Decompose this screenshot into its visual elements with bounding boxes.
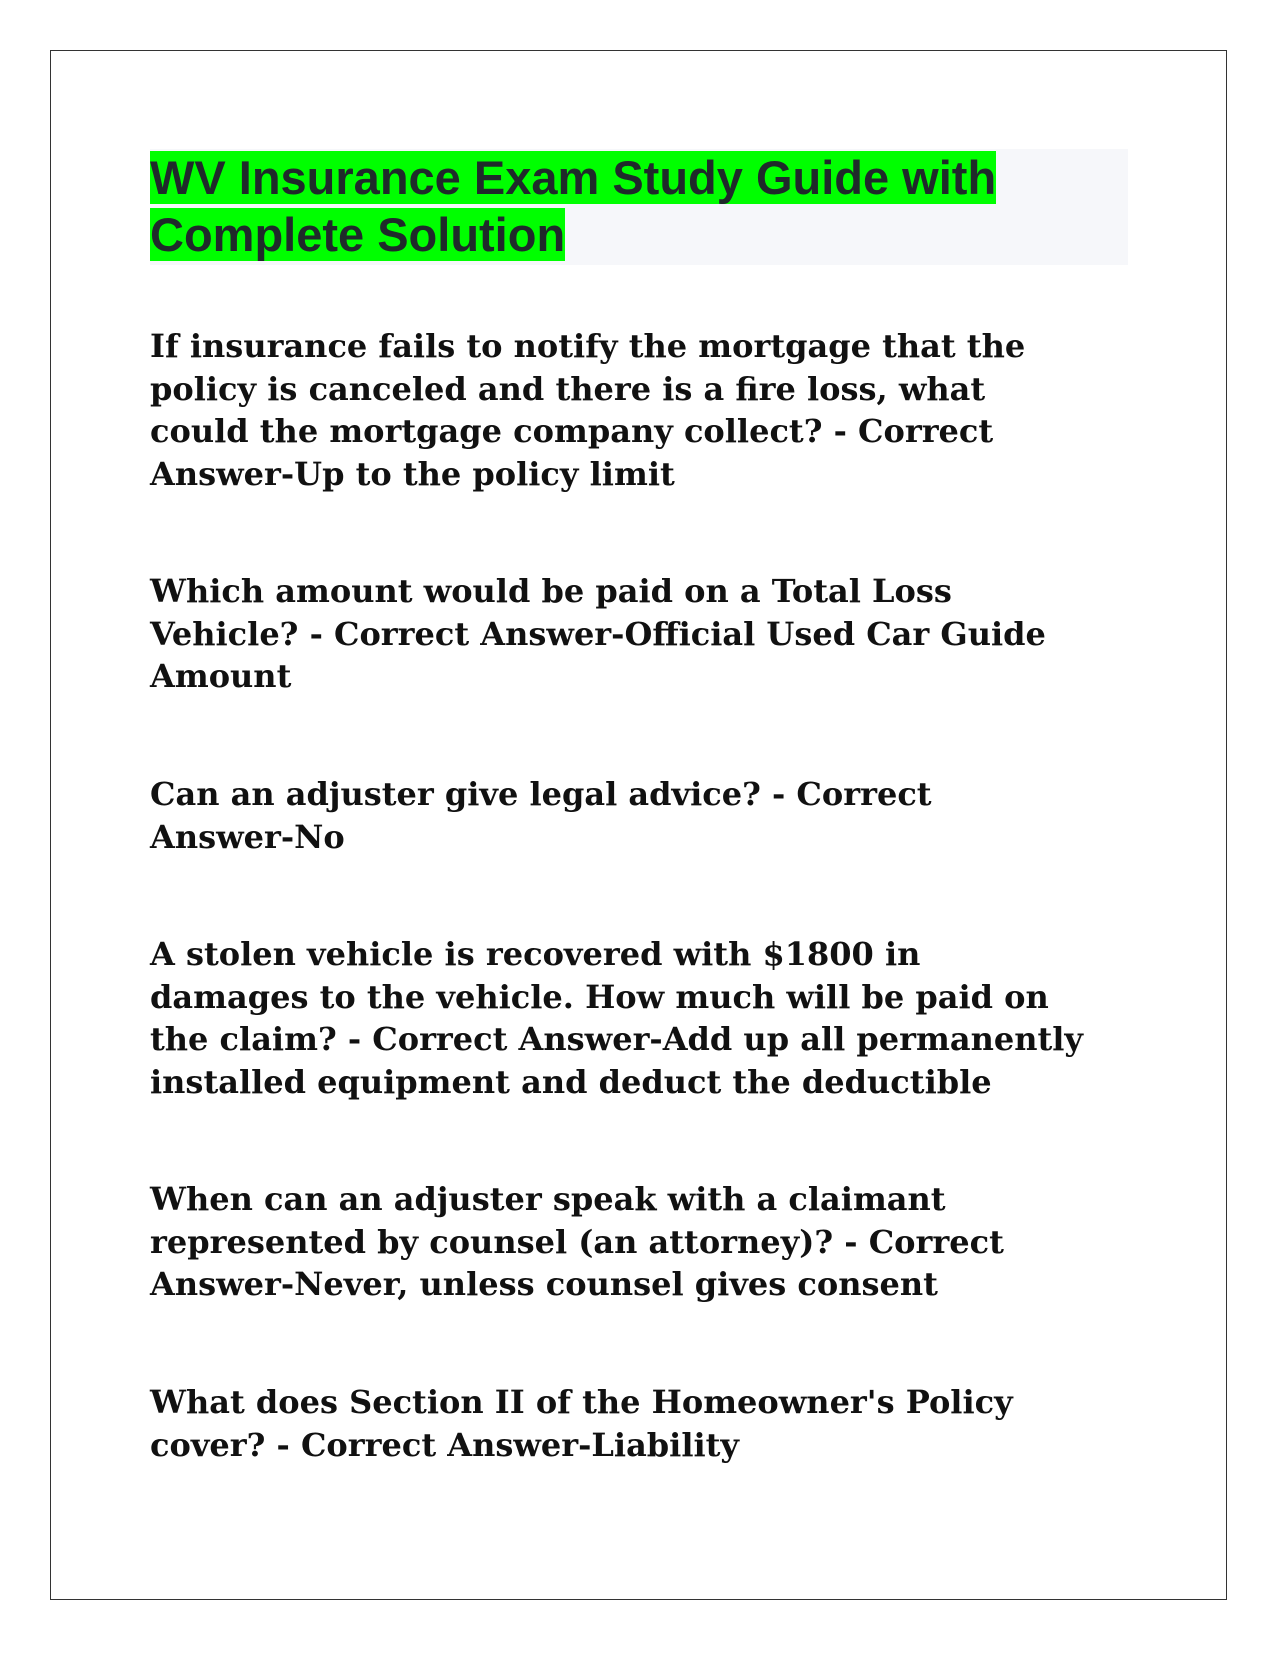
qa-line: damages to the vehicle. How much will be paid on <box>150 977 1049 1016</box>
qa-line: Amount <box>150 657 292 695</box>
qa-item <box>150 933 1083 1103</box>
qa-line: What does Section II of the Homeowner's Policy <box>150 1383 1013 1421</box>
qa-line: Vehicle? - Correct Answer-Official Used Car Guide <box>150 614 1046 653</box>
document-title <box>150 149 1128 263</box>
qa-line: A stolen vehicle is recovered with $1800 in <box>150 935 921 973</box>
qa-line: could the mortgage company collect? - Correct <box>150 412 994 450</box>
qa-item <box>150 570 1046 698</box>
qa-line: the claim? - Correct Answer-Add up all permanently <box>150 1020 1083 1058</box>
qa-item <box>150 1381 1013 1466</box>
qa-item <box>150 1178 1004 1306</box>
title-line-1: WV Insurance Exam Study Guide with <box>150 151 997 204</box>
qa-line: Can an adjuster give legal advice? - Correct <box>150 775 932 813</box>
qa-line: Answer-No <box>150 817 345 856</box>
qa-line: If insurance fails to notify the mortgage that the <box>150 327 1026 365</box>
qa-line: cover? - Correct Answer-Liability <box>150 1425 740 1464</box>
qa-line: When can an adjuster speak with a claimant <box>150 1180 946 1218</box>
qa-line: installed equipment and deduct the deductible <box>150 1062 992 1101</box>
qa-line: policy is canceled and there is a fire loss, what <box>150 369 986 408</box>
qa-line: Which amount would be paid on a Total Loss <box>150 572 952 610</box>
qa-line: Answer-Never, unless counsel gives consent <box>150 1265 938 1303</box>
title-line-2: Complete Solution <box>150 208 566 261</box>
qa-line: represented by counsel (an attorney)? - Correct <box>150 1222 1004 1261</box>
qa-item <box>150 773 932 858</box>
qa-line: Answer-Up to the policy limit <box>150 454 675 493</box>
title-block <box>150 149 1128 265</box>
qa-item <box>150 325 1025 495</box>
